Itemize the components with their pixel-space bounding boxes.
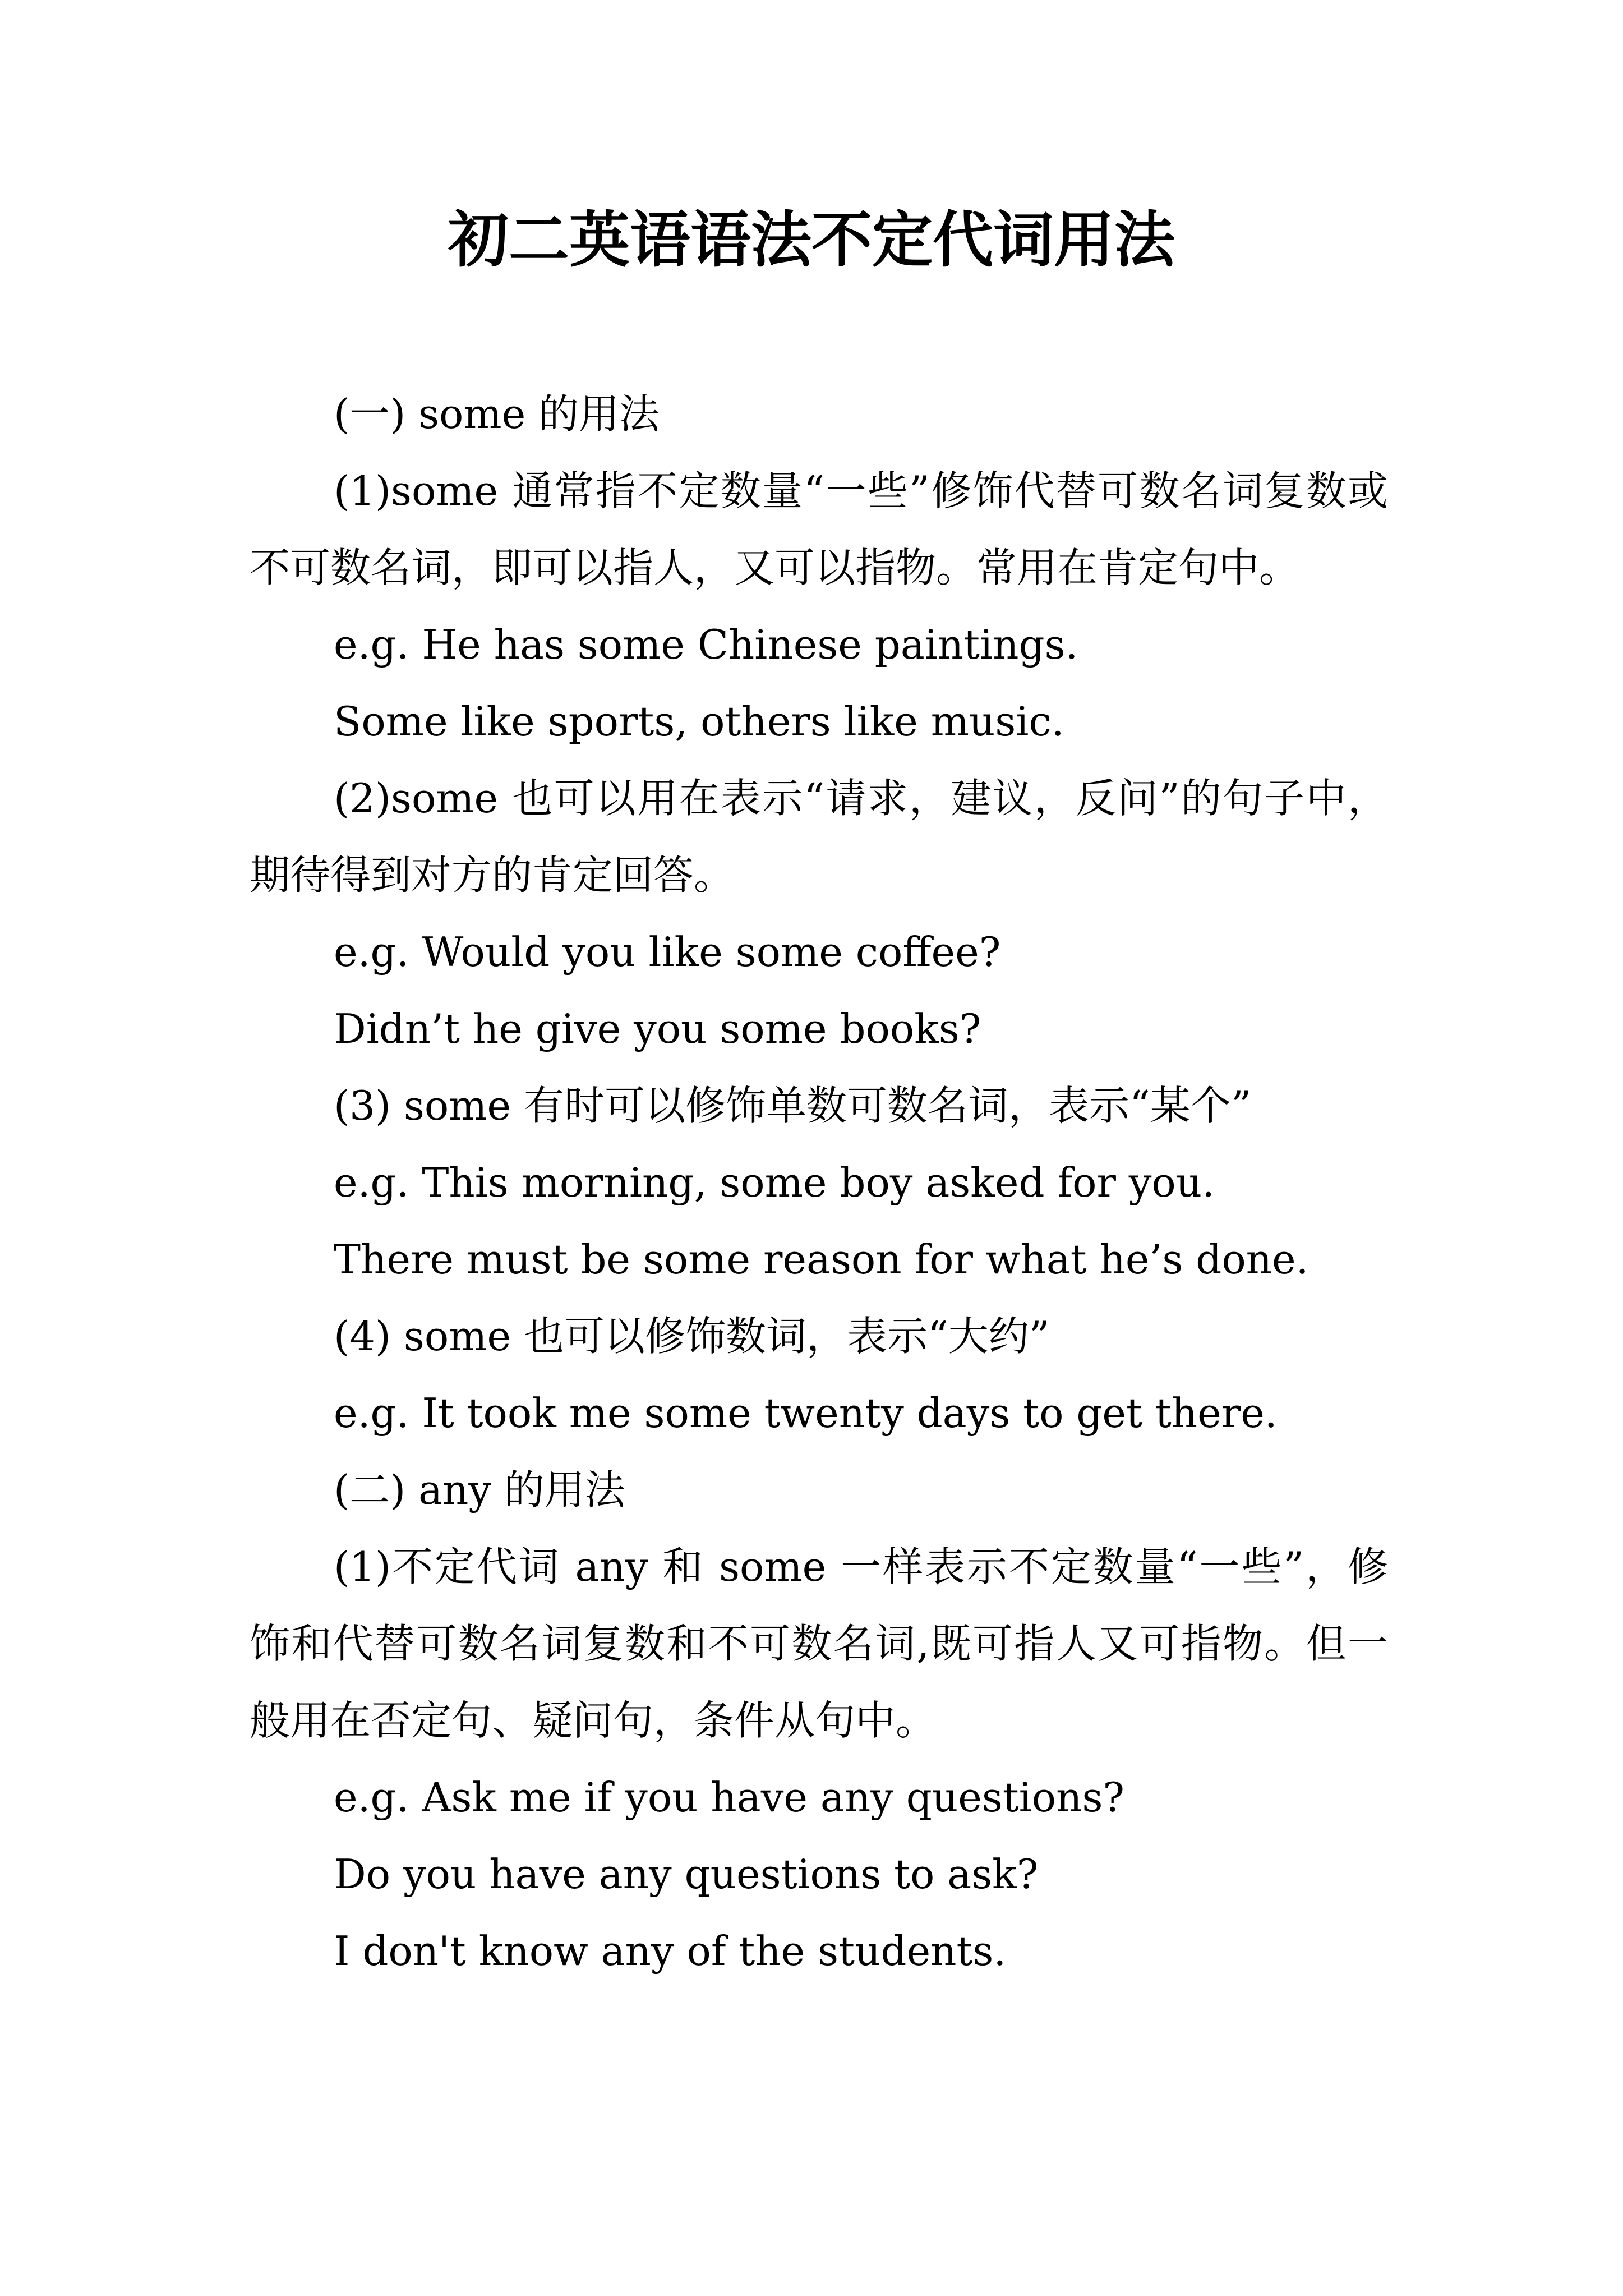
page-title: 初二英语语法不定代词用法 (448, 205, 1175, 275)
example-line: e.g. It took me some twenty days to get there. (334, 1389, 1278, 1437)
paragraph: (1)some 通常指不定数量“一些”修饰代替可数名词复数或不可数名词，即可以指人，又可以指物。常用在肯定句中。 (250, 467, 1388, 591)
example-line: Didn’t he give you some books? (334, 1005, 981, 1052)
example-line: e.g. Would you like some coffee? (334, 928, 1001, 976)
paragraph: (2)some 也可以用在表示“请求，建议，反问”的句子中，期待得到对方的肯定回答。 (250, 775, 1388, 899)
section-heading-any: (二) any 的用法 (334, 1466, 625, 1513)
rule-line: (3) some 有时可以修饰单数可数名词，表示“某个” (334, 1082, 1252, 1129)
rule-line: (4) some 也可以修饰数词，表示“大约” (334, 1313, 1050, 1360)
example-line: e.g. This morning, some boy asked for you. (334, 1159, 1215, 1206)
section-heading-some: (一) some 的用法 (334, 390, 660, 438)
document-body (250, 376, 1388, 1990)
example-line: e.g. He has some Chinese paintings. (334, 621, 1078, 668)
example-line: Some like sports, others like music. (334, 698, 1064, 745)
example-line: Do you have any questions to ask? (334, 1851, 1039, 1898)
example-line: I don't know any of the students. (334, 1927, 1007, 1975)
example-line: There must be some reason for what he’s done. (334, 1236, 1309, 1283)
example-line: e.g. Ask me if you have any questions? (334, 1774, 1125, 1821)
paragraph: (1)不定代词 any 和 some 一样表示不定数量“一些”，修饰和代替可数名词复数和不可数名词,既可指人又可指物。但一般用在否定句、疑问句，条件从句中。 (250, 1543, 1388, 1744)
